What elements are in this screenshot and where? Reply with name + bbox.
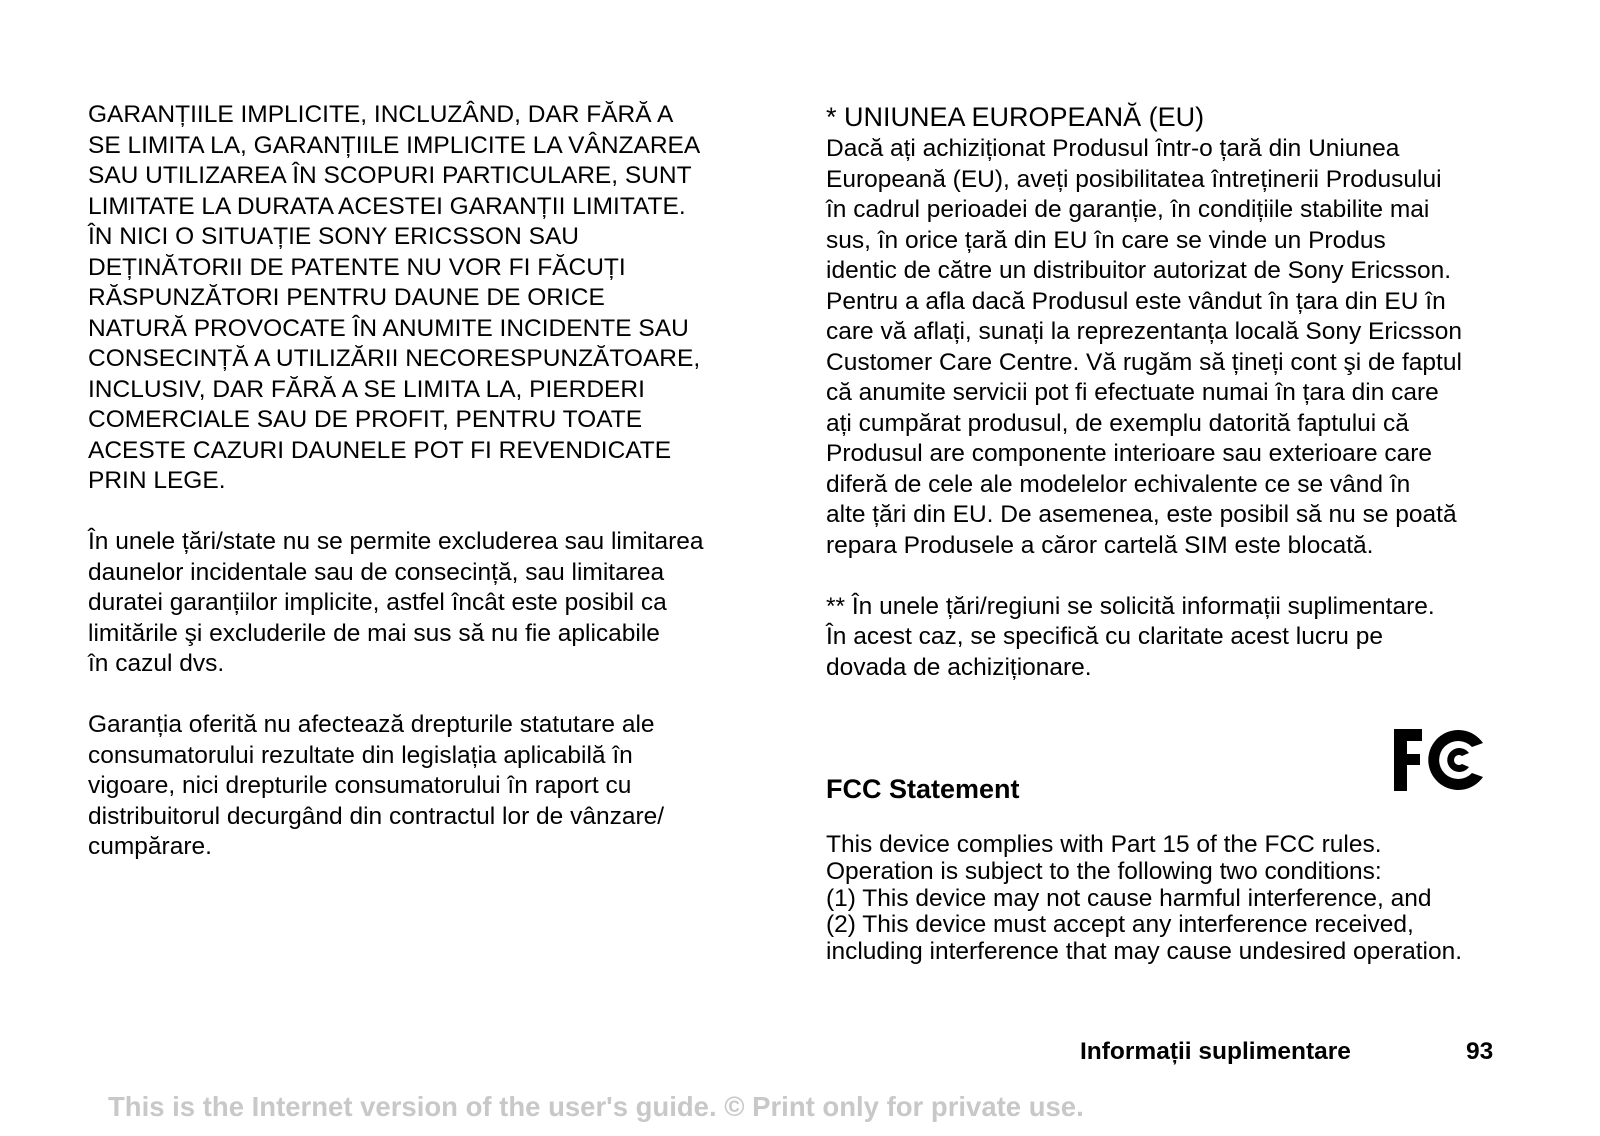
text-line: PRIN LEGE.	[88, 467, 226, 494]
eu-section-title: * UNIUNEA EUROPEANĂ (EU)	[826, 102, 1205, 132]
text-line: RĂSPUNZĂTORI PENTRU DAUNE DE ORICE	[88, 284, 605, 311]
text-line: daunelor incidentale sau de consecință, sau limitarea	[88, 558, 665, 586]
right-column	[826, 100, 1526, 683]
text-line: duratei garanțiilor implicite, astfel încât este posibil ca	[88, 589, 667, 616]
text-line: including interference that may cause undesired operation.	[826, 938, 1463, 966]
text-line: În unele țări/state nu se permite excluderea sau limitarea	[88, 528, 704, 555]
text-line: Operation is subject to the following two conditions:	[826, 857, 1382, 885]
text-line: Pentru a afla dacă Produsul este vândut în țara din EU în	[826, 287, 1446, 315]
text-line: ACESTE CAZURI DAUNELE POT FI REVENDICATE	[88, 436, 672, 464]
text-line: ÎN NICI O SITUAȚIE SONY ERICSSON SAU	[88, 223, 579, 250]
text-line: SE LIMITA LA, GARANȚIILE IMPLICITE LA VÂNZAREA	[88, 131, 701, 159]
warranty-disclaimer-paragraph	[88, 100, 768, 497]
text-line: în cadrul perioadei de garanție, în condițiile stabilite mai	[826, 196, 1430, 223]
text-line: repara Produsele a căror cartelă SIM este blocată.	[826, 531, 1374, 559]
left-column	[88, 100, 768, 863]
text-line: ați cumpărat produsul, de exemplu datorită faptului că	[826, 409, 1409, 437]
text-line: identic de către un distribuitor autorizat de Sony Ericsson.	[826, 257, 1452, 284]
footer-section-title: Informații suplimentare	[1080, 1038, 1351, 1065]
statutory-rights-paragraph	[88, 710, 768, 863]
text-line: COMERCIALE SAU DE PROFIT, PENTRU TOATE	[88, 406, 643, 433]
text-line: sus, în orice țară din EU în care se vinde un Produs	[826, 226, 1386, 254]
fcc-statement-text	[826, 832, 1462, 966]
watermark-notice: This is the Internet version of the user's guide. © Print only for private use.	[108, 1091, 1084, 1122]
text-line: limitările şi excluderile de mai sus să nu fie aplicabile	[88, 619, 660, 647]
additional-info-note	[826, 592, 1526, 684]
text-line: care vă aflați, sunați la reprezentanța locală Sony Ericsson	[826, 318, 1462, 345]
text-line: alte țări din EU. De asemenea, este posibil să nu se poată	[826, 501, 1457, 528]
text-line: În acest caz, se specifică cu claritate acest lucru pe	[826, 623, 1383, 650]
text-line: LIMITATE LA DURATA ACESTEI GARANȚII LIMITATE.	[88, 192, 686, 220]
paragraph-gap	[88, 497, 768, 528]
text-line: în cazul dvs.	[88, 650, 225, 677]
text-line: (2) This device must accept any interference received,	[826, 911, 1414, 939]
page-number: 93	[1466, 1038, 1494, 1065]
fcc-section	[826, 773, 1526, 805]
eu-paragraph	[826, 134, 1526, 561]
jurisdiction-paragraph	[88, 527, 768, 680]
text-line: Garanția oferită nu afectează drepturile statutare ale	[88, 711, 655, 738]
text-line: ** În unele țări/regiuni se solicită informații suplimentare.	[826, 592, 1435, 620]
text-line: că anumite servicii pot fi efectuate numai în țara din care	[826, 379, 1439, 406]
text-line: distribuitorul decurgând din contractul lor de vânzare/	[88, 802, 665, 830]
text-line: NATURĂ PROVOCATE ÎN ANUMITE INCIDENTE SAU	[88, 314, 689, 342]
paragraph-gap	[88, 680, 768, 711]
text-line: DEȚINĂTORII DE PATENTE NU VOR FI FĂCUȚI	[88, 253, 626, 281]
text-line: (1) This device may not cause harmful interference, and	[826, 884, 1432, 912]
text-line: consumatorului rezultate din legislația aplicabilă în	[88, 741, 633, 769]
text-line: GARANȚIILE IMPLICITE, INCLUZÂND, DAR FĂRĂ A	[88, 101, 674, 128]
fcc-heading: FCC Statement	[826, 774, 1020, 804]
text-line: INCLUSIV, DAR FĂRĂ A SE LIMITA LA, PIERDERI	[88, 375, 645, 403]
text-line: SAU UTILIZAREA ÎN SCOPURI PARTICULARE, SUNT	[88, 162, 692, 189]
text-line: Dacă ați achiziționat Produsul într-o țară din Uniunea	[826, 135, 1400, 162]
text-line: Customer Care Centre. Vă rugăm să țineți cont şi de faptul	[826, 348, 1462, 376]
text-line: Produsul are componente interioare sau exterioare care	[826, 440, 1433, 467]
text-line: dovada de achiziționare.	[826, 653, 1092, 681]
text-line: diferă de cele ale modelelor echivalente ce se vând în	[826, 470, 1411, 498]
text-line: This device complies with Part 15 of the FCC rules.	[826, 831, 1382, 858]
text-line: cumpărare.	[88, 833, 212, 860]
text-line: CONSECINȚĂ A UTILIZĂRII NECORESPUNZĂTOARE,	[88, 345, 701, 372]
text-line: vigoare, nici drepturile consumatorului în raport cu	[88, 772, 632, 799]
paragraph-gap	[826, 561, 1526, 592]
text-line: Europeană (EU), aveți posibilitatea întreținerii Produsului	[826, 165, 1442, 193]
